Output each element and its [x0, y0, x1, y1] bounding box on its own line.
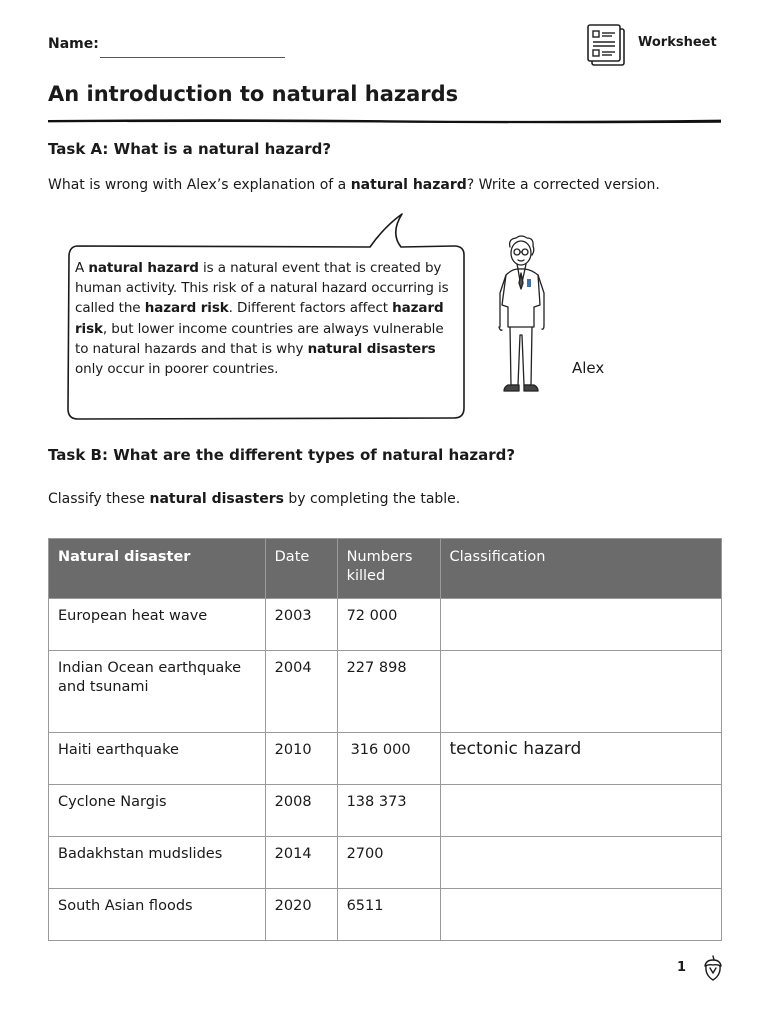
table-row: [49, 837, 722, 889]
task-a-heading: Task A: What is a natural hazard?: [48, 140, 332, 158]
classification-cell[interactable]: [440, 651, 721, 733]
name-input-line[interactable]: [100, 57, 285, 58]
disaster-cell: Cyclone Nargis: [49, 785, 266, 837]
page-title: An introduction to natural hazards: [48, 82, 459, 106]
table-row: [49, 889, 722, 941]
date-cell: 2004: [265, 651, 337, 733]
disaster-cell: Indian Ocean earthquake and tsunami: [49, 651, 266, 733]
task-b-heading: Task B: What are the different types of natural hazard?: [48, 446, 516, 464]
task-b-instruction: Classify these natural disasters by completing the table.: [48, 491, 461, 507]
date-cell: 2010: [265, 733, 337, 785]
date-cell: 2008: [265, 785, 337, 837]
worksheet-label: Worksheet: [638, 35, 717, 50]
disaster-cell: South Asian floods: [49, 889, 266, 941]
character-name-label: Alex: [572, 359, 605, 377]
date-cell: 2003: [265, 599, 337, 651]
killed-cell: 6511: [337, 889, 440, 941]
disaster-cell: Haiti earthquake: [49, 733, 266, 785]
classification-cell[interactable]: [440, 785, 721, 837]
header-natural-disaster: Natural disaster: [49, 539, 266, 599]
killed-cell: 2700: [337, 837, 440, 889]
killed-cell: 72 000: [337, 599, 440, 651]
header-classification: Classification: [440, 539, 721, 599]
worksheet-icon: [586, 23, 630, 67]
header-numbers-killed: Numbers killed: [337, 539, 440, 599]
date-cell: 2014: [265, 837, 337, 889]
classification-cell[interactable]: [440, 837, 721, 889]
table-row: [49, 599, 722, 651]
task-a-instruction: What is wrong with Alex’s explanation of a natural hazard? Write a corrected version.: [48, 177, 660, 193]
title-underline-divider: [48, 117, 721, 125]
speech-bubble-text: A natural hazard is a natural event that is created by human activity. This risk of a natural hazard occurring is called the hazard risk. Different factors affect hazard risk, but lower income countries are always vulnerable to natural hazards and that is why natural disasters only occur in poorer countries.: [75, 260, 449, 378]
table-row: [49, 785, 722, 837]
classification-cell[interactable]: [440, 889, 721, 941]
disaster-cell: European heat wave: [49, 599, 266, 651]
classification-cell[interactable]: [440, 599, 721, 651]
killed-cell: 316 000: [337, 733, 440, 785]
disaster-cell: Badakhstan mudslides: [49, 837, 266, 889]
acorn-icon: [701, 953, 725, 983]
killed-cell: 138 373: [337, 785, 440, 837]
header-date: Date: [265, 539, 337, 599]
alex-character-illustration: [494, 235, 564, 400]
page-number: 1: [677, 960, 687, 975]
table-row: [49, 651, 722, 733]
name-label: Name:: [48, 36, 99, 52]
table-row: [49, 733, 722, 785]
killed-cell: 227 898: [337, 651, 440, 733]
table-header-row: [49, 539, 722, 599]
date-cell: 2020: [265, 889, 337, 941]
disasters-table: [48, 538, 722, 941]
classification-cell[interactable]: tectonic hazard: [440, 733, 721, 785]
